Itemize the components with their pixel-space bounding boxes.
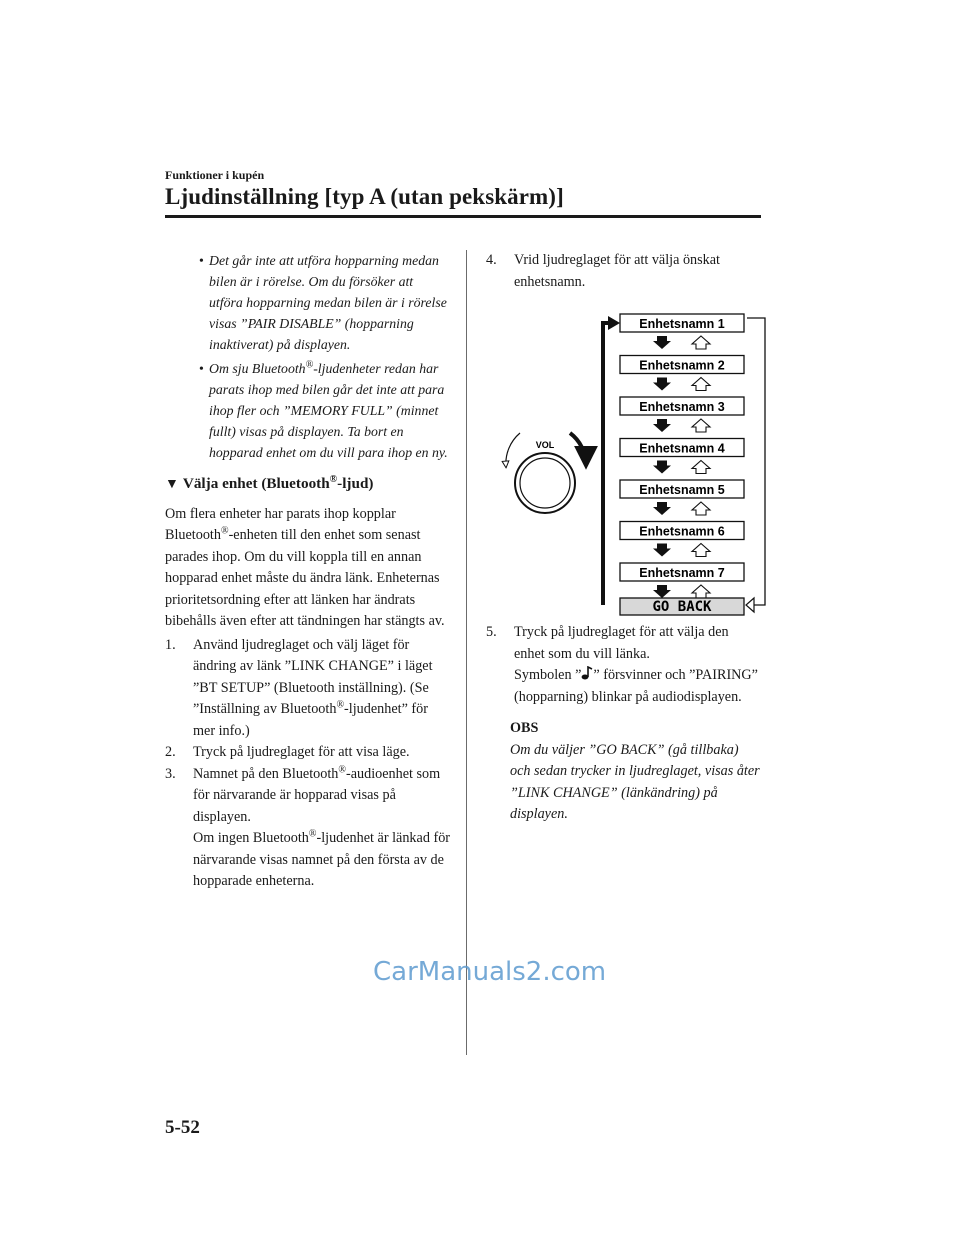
up-arrow-icon: [692, 502, 710, 515]
intro-paragraph: [165, 504, 450, 633]
intro-text-suffix: -enheten till den enhet som senast parades ihop. Om du vill koppla till en annan hopparad enhet måste du ändra länk. Enheternas prioritetsordning efter att länken har ändrats bibehålls även efter att tändningen har stängts av.: [165, 527, 445, 629]
bracket-line-right: [747, 318, 765, 605]
up-arrow-icon: [692, 585, 710, 598]
volume-knob: [506, 433, 586, 513]
registered-mark: ®: [338, 763, 346, 775]
step-5-detail: [514, 665, 761, 708]
registered-mark: ®: [220, 525, 229, 537]
knob-label: VOL: [535, 440, 555, 450]
bullet-item: [165, 250, 450, 355]
up-arrow-icon: [692, 336, 710, 349]
device-list: [620, 314, 744, 598]
step-number: 3.: [165, 765, 176, 782]
registered-mark: ®: [305, 359, 314, 371]
step-text: Vrid ljudreglaget för att välja önskat enhetsnamn.: [514, 252, 720, 290]
device-item: [620, 480, 744, 515]
triangle-icon: ▼: [165, 477, 179, 492]
device-item: [620, 563, 744, 598]
right-column: [486, 250, 761, 293]
device-item: [620, 439, 744, 474]
note-label: OBS: [510, 720, 539, 736]
down-arrow-icon: [653, 461, 671, 474]
device-name: Enhetsnamn 3: [639, 400, 725, 414]
watermark: CarManuals2.com: [373, 957, 607, 987]
note-text: Om du väljer ”GO BACK” (gå tillbaka) och sedan trycker in ljudreglaget, visas åter ”LINK CHANGE” (länkändring) på displayen.: [510, 741, 760, 822]
return-arrow: [746, 598, 754, 612]
heading-text-suffix: -ljud): [337, 475, 374, 492]
bullet-dot: •: [199, 361, 204, 376]
bullet-text-prefix: Om sju Bluetooth: [209, 361, 306, 376]
down-arrow-icon: [653, 419, 671, 432]
step-3: [165, 764, 450, 893]
step-detail-text: Symbolen ”: [514, 667, 582, 683]
device-item: [620, 397, 744, 432]
section-label: Funktioner i kupén: [165, 168, 265, 182]
up-arrow-icon: [692, 544, 710, 557]
bullet-text: Det går inte att utföra hopparning medan bilen är i rörelse. Om du försöker att utföra hopparning medan bilen är i rörelse visas ”PAIR DISABLE” (hopparning inaktiverat) på displayen.: [209, 253, 447, 352]
up-arrow-icon: [692, 461, 710, 474]
device-name: Enhetsnamn 2: [639, 358, 725, 373]
music-note-icon: [581, 666, 593, 680]
down-arrow-icon: [653, 336, 671, 349]
subsection-heading: [165, 473, 450, 496]
step-number: 4.: [486, 252, 497, 268]
right-column-lower: [486, 622, 761, 826]
step-text: Namnet på den Bluetooth: [193, 765, 339, 782]
step-1: [165, 635, 450, 743]
rotate-right-arrow: [570, 433, 586, 465]
down-arrow-icon: [653, 502, 671, 515]
device-name: Enhetsnamn 1: [639, 317, 725, 331]
page-title: Ljudinställning [typ A (utan pekskärm)]: [165, 184, 564, 209]
down-arrow-icon: [653, 544, 671, 557]
step-2: [165, 742, 450, 764]
bracket-arrow-left: [608, 316, 620, 330]
title-rule: [165, 215, 761, 218]
step-number: 1.: [165, 636, 176, 653]
step-detail-text: Om ingen Bluetooth: [193, 830, 309, 846]
bullet-text: -ljudenheter redan har parats ihop med bilen går det inte att para ihop fler och ”MEMORY FULL” (minnet fullt) visas på displayen. Ta bort en hopparad enhet om du vill para ihop en ny.: [209, 361, 448, 460]
device-name: Enhetsnamn 7: [639, 566, 725, 580]
step-detail-text-suffix: ” försvinner och ”PAIRING” (hopparning) blinkar på audiodisplayen.: [514, 667, 758, 705]
step-text-suffix: -audioenhet som för närvarande är hopparad visas på displayen.: [193, 765, 441, 825]
step-4: [486, 250, 761, 293]
up-arrow-icon: [692, 419, 710, 432]
up-arrow-icon: [692, 378, 710, 391]
step-text-suffix: -ljudenhet” för mer info.): [193, 701, 428, 739]
step-detail-text-suffix: -ljudenhet är länkad för närvarande visas namnet på den första av de hopparade enheterna.: [193, 830, 451, 889]
device-name: Enhetsnamn 4: [639, 441, 725, 456]
down-arrow-icon: [653, 378, 671, 391]
rotate-left-arrow: [506, 433, 520, 467]
device-item: [620, 522, 744, 557]
step-number: 5.: [486, 624, 497, 640]
go-back-label: GO BACK: [652, 599, 712, 615]
device-item: [620, 314, 744, 349]
intro-text: Om flera enheter har parats ihop kopplar Bluetooth: [165, 505, 396, 543]
bullet-item: [165, 358, 450, 463]
step-text: Tryck på ljudreglaget för att välja den enhet som du vill länka.: [514, 624, 729, 662]
device-item: [620, 356, 744, 391]
bullet-dot: •: [199, 253, 204, 268]
registered-mark: ®: [329, 473, 338, 485]
column-divider: [466, 250, 467, 1055]
step-number: 2.: [165, 744, 176, 760]
diagram-svg: [500, 305, 770, 625]
page-number: 5-52: [165, 1117, 200, 1138]
registered-mark: ®: [308, 828, 317, 840]
step-text: Använd ljudreglaget och välj läget för ändring av länk ”LINK CHANGE” i läget ”BT SETUP” (Bluetooth inställning). (Se ”Inställning av Bluetooth: [193, 636, 433, 717]
registered-mark: ®: [336, 699, 345, 711]
left-column: [165, 250, 450, 893]
down-arrow-icon: [653, 585, 671, 598]
heading-text: Välja enhet (Bluetooth: [182, 475, 330, 492]
device-name: Enhetsnamn 5: [639, 483, 725, 497]
device-selection-diagram: [500, 305, 770, 625]
step-3-detail: [193, 828, 450, 893]
step-5: [486, 622, 761, 708]
go-back-item: [620, 598, 744, 615]
bracket-line-left: [603, 323, 613, 605]
device-name: Enhetsnamn 6: [639, 524, 725, 539]
step-text: Tryck på ljudreglaget för att visa läge.: [193, 744, 410, 760]
